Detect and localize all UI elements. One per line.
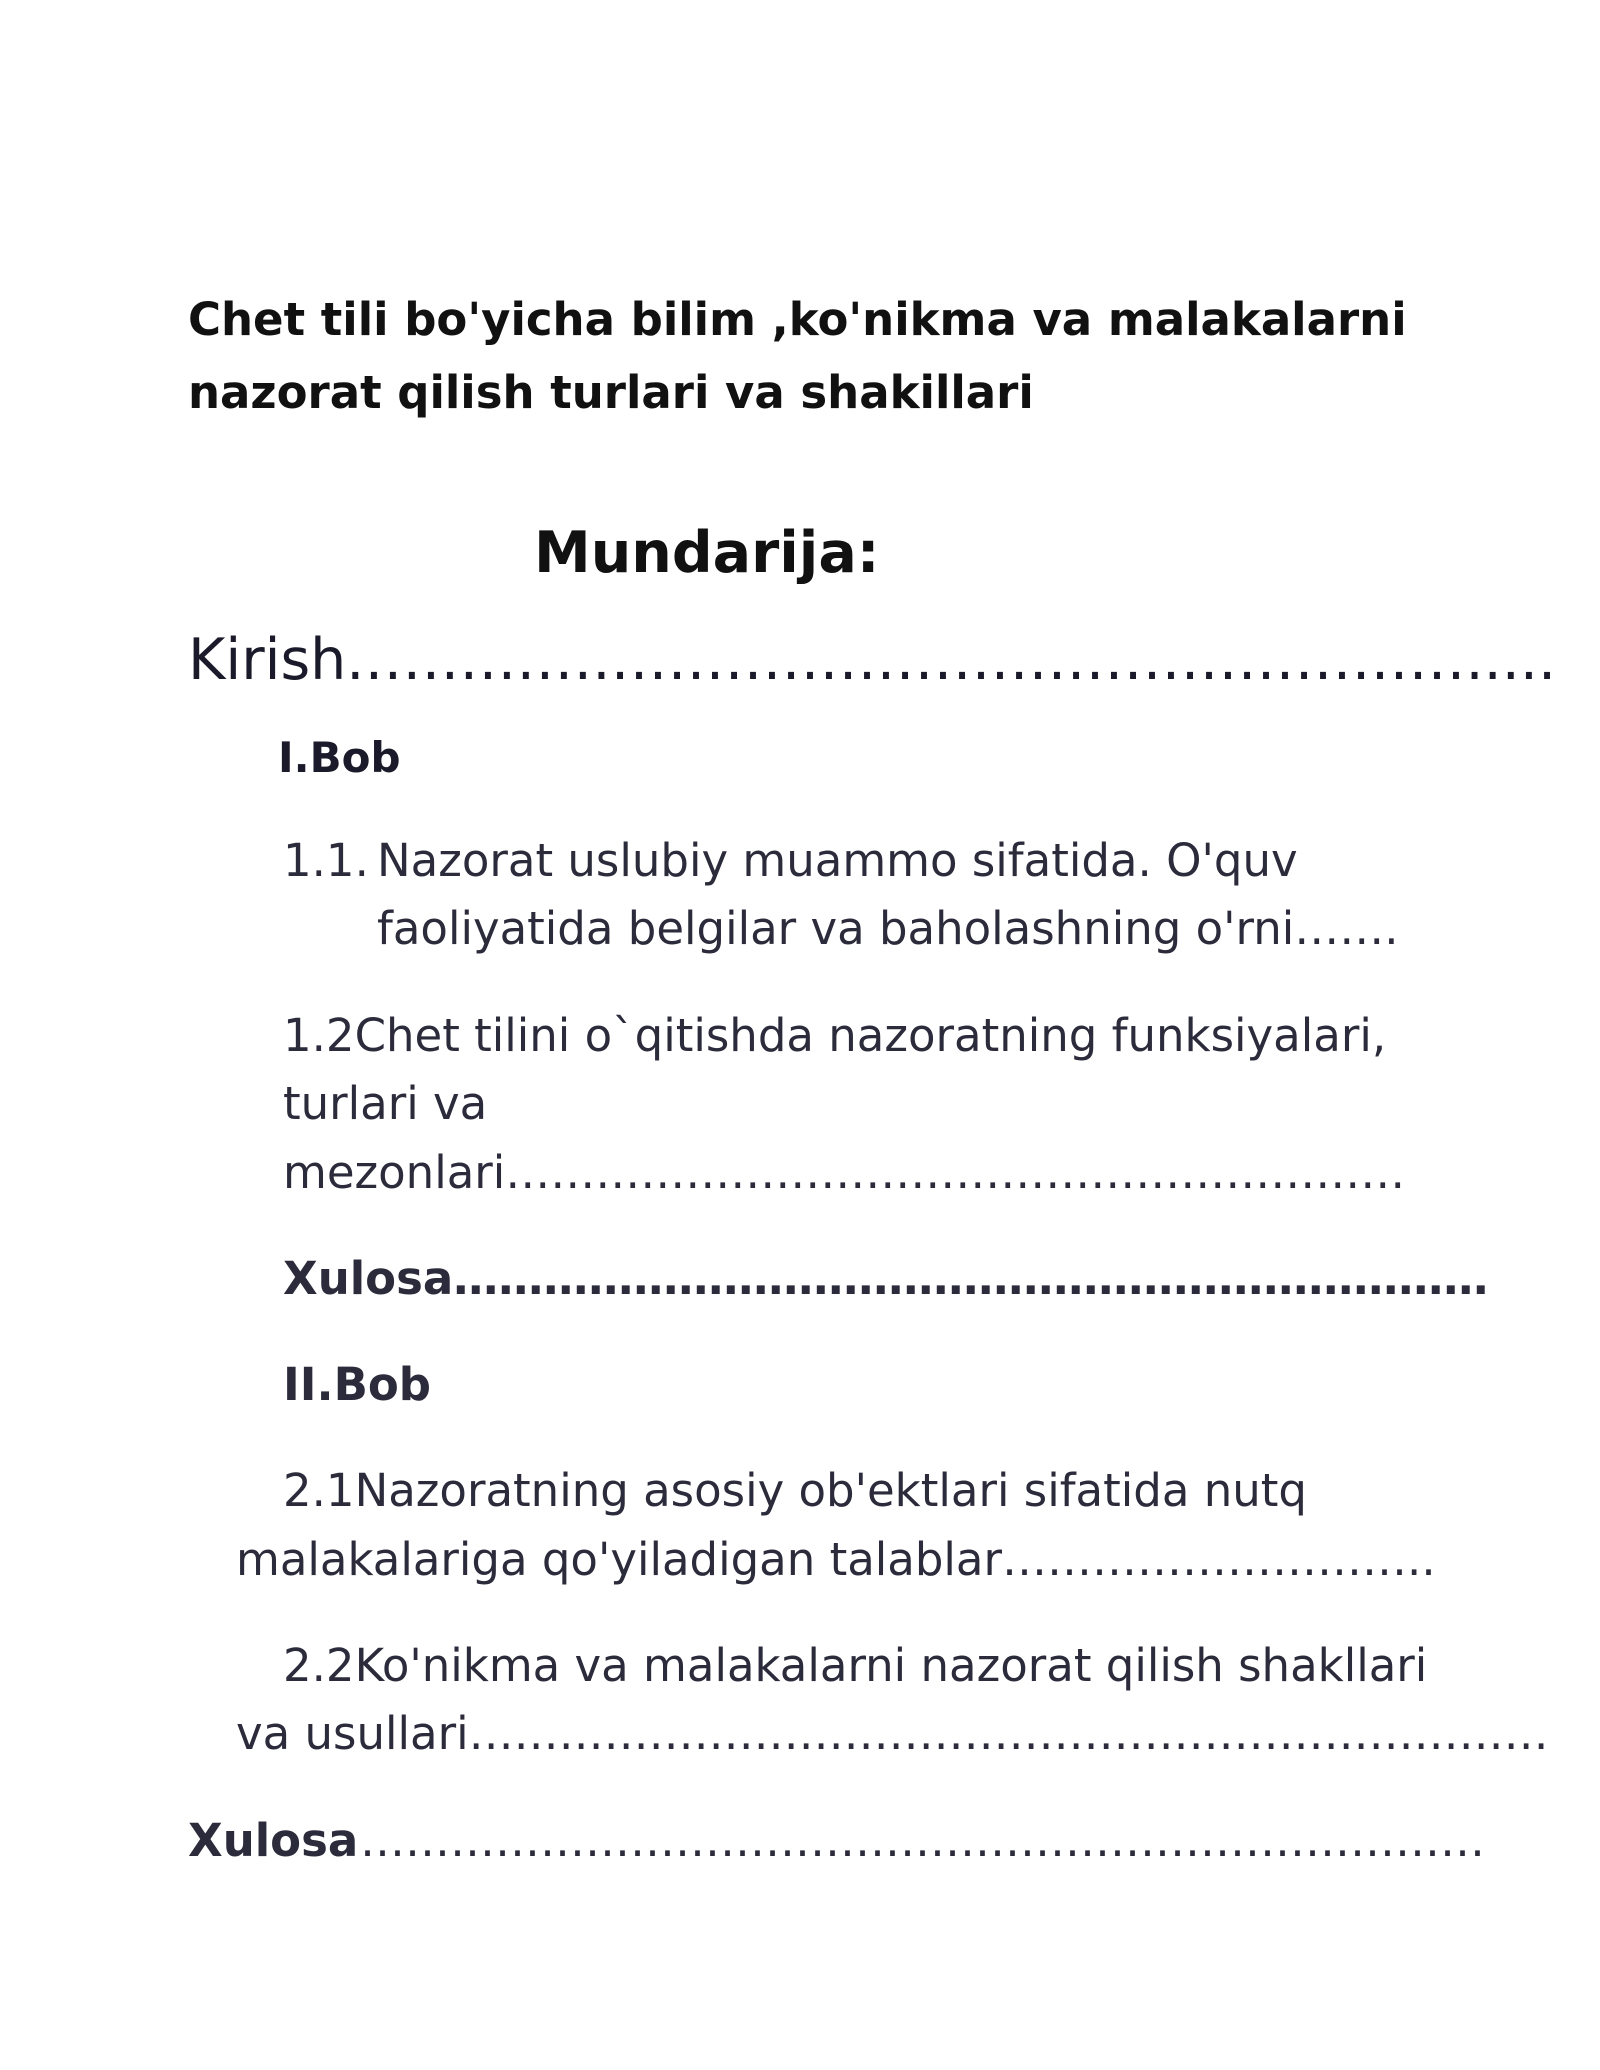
toc-chapter-1-label: I.Bob xyxy=(278,733,401,782)
document-title-line-2: nazorat qilish turlari va shakillari xyxy=(188,366,1034,419)
toc-section-1-2-line-3: mezonlari…………………………………………………… xyxy=(283,1146,1406,1199)
toc-section-1-1-number: 1.1. xyxy=(283,834,369,887)
toc-xulosa-final-dots: ………………………………………………………………… xyxy=(360,1814,1485,1867)
toc-section-2-1-line-2: malakalariga qo'yiladigan talablar……………………….. xyxy=(236,1533,1436,1586)
document-title-line-1: Chet tili bo'yicha bilim ,ko'nikma va malakalarni xyxy=(188,293,1407,346)
toc-xulosa-final-label: Xulosa xyxy=(188,1814,359,1867)
toc-section-1-2-line-1: 1.2Chet tilini o`qitishda nazoratning funksiyalari, xyxy=(283,1009,1387,1062)
toc-section-1-1-line-2: faoliyatida belgilar va baholashning o'rni……. xyxy=(377,902,1399,955)
toc-chapter-2-label: II.Bob xyxy=(283,1358,432,1411)
toc-xulosa-chapter-1: Xulosa…………………………………………………………… xyxy=(283,1252,1489,1305)
toc-entry-kirish: Kirish.………….………………………………………..... xyxy=(188,627,1557,693)
toc-section-2-2-line-1: 2.2Ko'nikma va malakalarni nazorat qilish shakllari xyxy=(283,1639,1428,1692)
toc-section-1-1-line-1: Nazorat uslubiy muammo sifatida. O'quv xyxy=(377,834,1298,887)
toc-section-2-2-line-2: va usullari……………………………………………………………… xyxy=(236,1707,1549,1760)
toc-section-1-2-line-2: turlari va xyxy=(283,1077,488,1130)
toc-section-2-1-line-1: 2.1Nazoratning asosiy ob'ektlari sifatida nutq xyxy=(283,1464,1307,1517)
contents-heading: Mundarija: xyxy=(534,520,880,586)
